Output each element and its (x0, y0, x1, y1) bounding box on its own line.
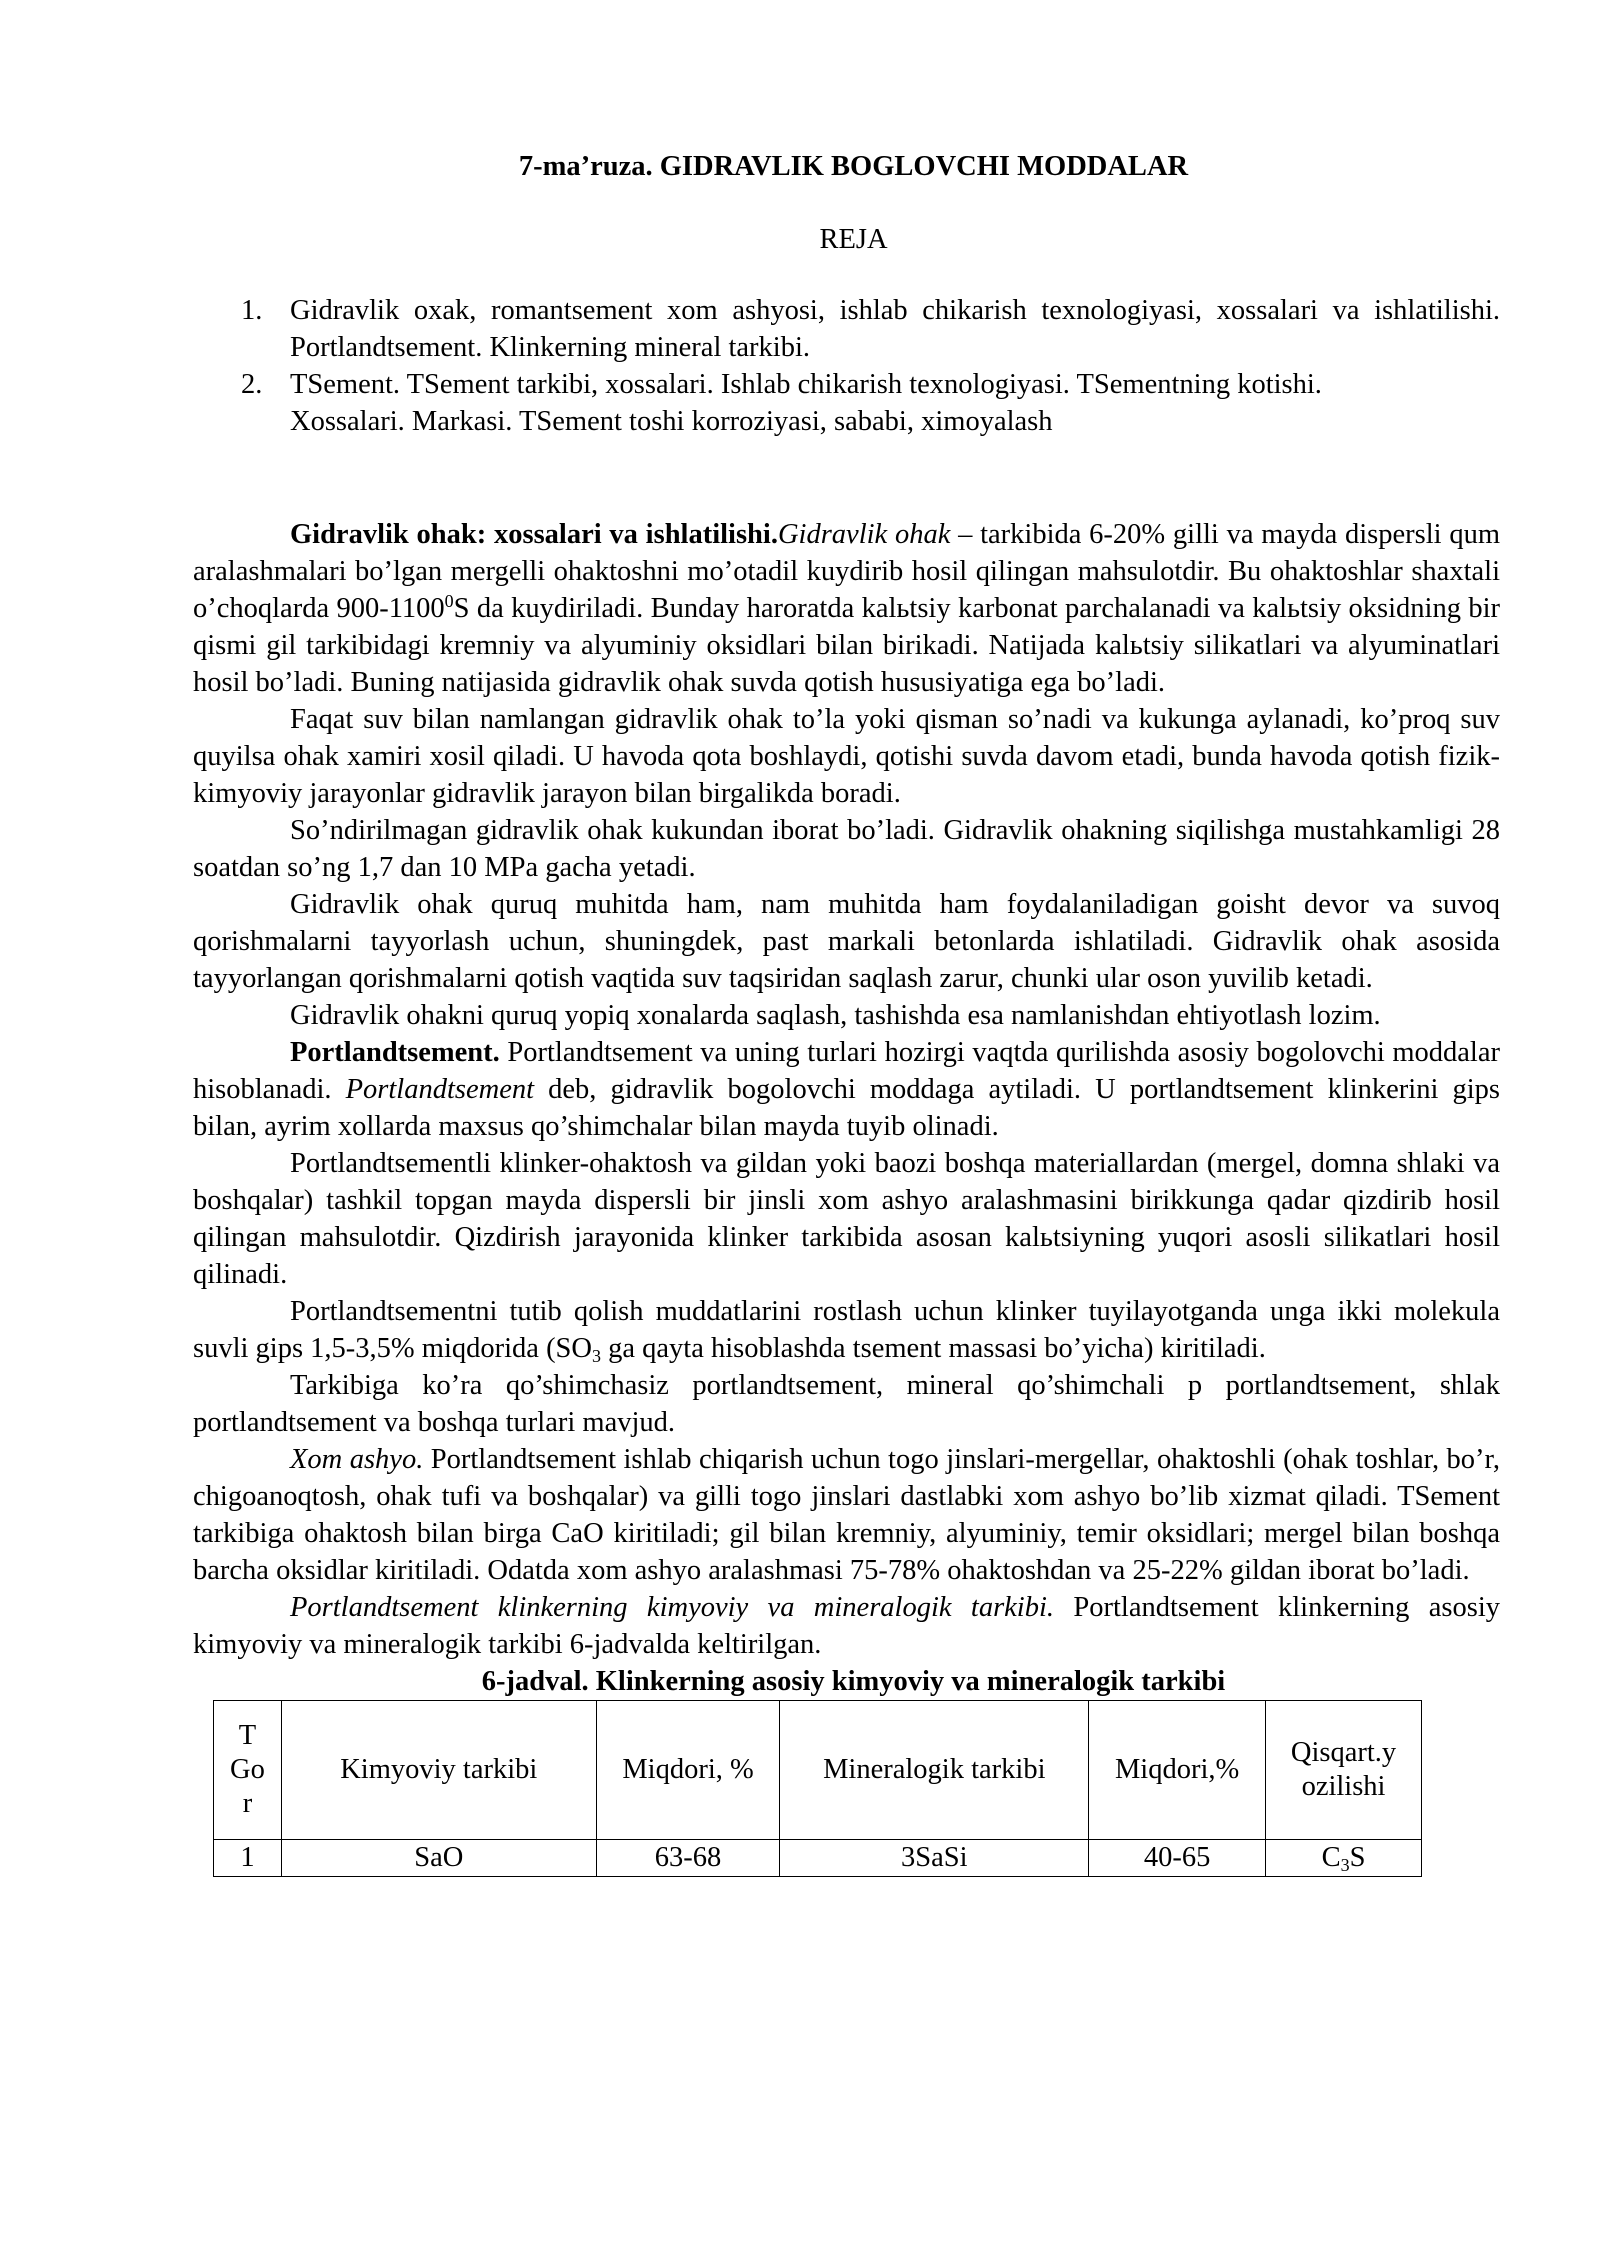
plan-list (193, 292, 1500, 440)
plan-item-text-line1: TSement. TSement tarkibi, xossalari. Ishlab chikarish texnologiyasi. TSementning kotishi. (290, 369, 1322, 400)
cell-amount: 63-68 (596, 1840, 780, 1877)
plan-item-text-line2: Xossalari. Markasi. TSement toshi korroziyasi, sababi, ximoyalash (290, 406, 1053, 437)
paragraph-text: deb, gidravlik bogolovchi moddaga aytiladi. U portlandtsement klinkerini gips bilan, ayrim xollarda maxsus qo’shimchalar bilan mayda tuyib olinadi. (193, 1074, 1500, 1142)
paragraph-types: Tarkibiga ko’ra qo’shimchasiz portlandtsement, mineral qo’shimchali p portlandtsement, shlak portlandtsement va boshqa turlari mavjud. (193, 1370, 1500, 1438)
header-cell-chemical: Kimyoviy tarkibi (281, 1701, 596, 1840)
term-hydraulic-lime: Gidravlik ohak (777, 519, 951, 550)
clinker-composition-table (213, 1700, 1422, 1877)
paragraph-text: Portlandtsement klinkerning asosiy kimyoviy va mineralogik tarkibi 6-jadvalda keltirilgan. (193, 1592, 1500, 1660)
header-cell-number: T Go r (214, 1701, 282, 1840)
paragraph-text: ga qayta hisoblashda tsement massasi bo’yicha) kiritiladi. (601, 1333, 1266, 1364)
subscript: 3 (592, 1346, 601, 1366)
paragraph-slaking: Faqat suv bilan namlangan gidravlik ohak to’la yoki qisman so’nadi va kukunga aylanadi, ko’proq suv quyilsa ohak xamiri xosil qiladi. U havoda qota boshlaydi, qotishi suvda davom etadi, bunda havoda qotish fizik-kimyoviy jarayonlar gidravlik jarayon bilan birgalikda boradi. (193, 704, 1500, 809)
cell-mineral: 3SaSi (780, 1840, 1089, 1877)
lecture-title: 7-ma’ruza. GIDRAVLIK BOGLOVCHI MODDALAR (518, 151, 1189, 182)
paragraph-hydraulic-lime (193, 516, 1500, 701)
plan-heading: REJA (819, 224, 888, 255)
table-header-row (214, 1701, 1422, 1840)
cell-number: 1 (214, 1840, 282, 1877)
term-composition: Portlandtsement klinkerning kimyoviy va mineralogik tarkibi. (290, 1592, 1055, 1623)
paragraph-portlandcement (193, 1034, 1500, 1145)
term-portlandcement: Portlandtsement (345, 1074, 535, 1105)
paragraph-usage: Gidravlik ohak quruq muhitda ham, nam muhitda ham foydalaniladigan goisht devor va suvoq qorishmalarni tayyorlash uchun, shuningdek, past markali betonlarda ishlatiladi. Gidravlik ohak asosida tayyorlangan qorishmalarni qotish vaqtida suv taqsiridan saqlash zarur, chunki ular oson yuvilib ketadi. (193, 889, 1500, 994)
paragraph-text: Portlandtsement va uning turlari hozirgi vaqtda qurilishda asosiy bogolovchi moddalar hisoblanadi. (193, 1037, 1500, 1105)
cell-abbreviation: $C_3S$ (1266, 1840, 1422, 1877)
section-heading-portlandcement: Portlandtsement. (290, 1037, 500, 1068)
plan-item-2 (193, 366, 1500, 440)
paragraph-text: – tarkibida 6-20% gilli va mayda dispersli qum aralashmalari bo’lgan mergelli ohaktoshni mo’otadil kuydirib hosil qilingan mahsulotdir. Bu ohaktoshlar shaxtali o’choqlarda 900-1100 (193, 519, 1501, 624)
paragraph-text: Portlandtsementni tutib qolish muddatlarini rostlash uchun klinker tuyilayotganda unga ikki molekula suvli gips 1,5-3,5% miqdorida (SO (193, 1296, 1500, 1364)
paragraph-gypsum (193, 1293, 1500, 1367)
header-cell-abbreviation: Qisqart.y ozilishi (1266, 1701, 1422, 1840)
table-row (214, 1840, 1422, 1877)
plan-item-number: 2. (241, 369, 263, 400)
term-raw-materials: Xom ashyo. (290, 1444, 424, 1475)
paragraph-storage: Gidravlik ohakni quruq yopiq xonalarda saqlash, tashishda esa namlanishdan ehtiyotlash lozim. (290, 1000, 1381, 1031)
plan-item-text: Gidravlik oxak, romantsement xom ashyosi, ishlab chikarish texnologiyasi, xossalari va ishlatilishi. Portlandtsement. Klinkerning mineral tarkibi. (290, 295, 1500, 363)
header-cell-amount: Miqdori,% (1089, 1701, 1266, 1840)
header-cell-mineral: Mineralogik tarkibi (780, 1701, 1089, 1840)
paragraph-text: Portlandtsement ishlab chiqarish uchun togo jinslari-mergellar, ohaktoshli (ohak toshlar, bo’r, chigoanoqtosh, ohak tufi va boshqalar) va gilli togo jinslari dastlabki xom ashyo bo’lib xizmat qiladi. TSement tarkibiga ohaktosh bilan birga CaO kiritiladi; gil bilan kremniy, alyuminiy, temir oksidlari; mergel bilan boshqa barcha oksidlar kiritiladi. Odatda xom ashyo aralashmasi 75-78% ohaktoshdan va 25-22% gildan iborat bo’ladi. (193, 1444, 1500, 1586)
cell-chemical: SaO (281, 1840, 596, 1877)
document-page (193, 148, 1500, 1877)
table-caption: 6-jadval. Klinkerning asosiy kimyoviy va mineralogik tarkibi (481, 1666, 1226, 1697)
header-cell-amount: Miqdori, % (596, 1701, 780, 1840)
paragraph-unslaked: So’ndirilmagan gidravlik ohak kukundan iborat bo’ladi. Gidravlik ohakning siqilishga mustahkamligi 28 soatdan so’ng 1,7 dan 10 MPa gacha yetadi. (193, 815, 1500, 883)
degree-superscript: 0 (444, 591, 454, 611)
paragraph-composition (193, 1589, 1500, 1663)
paragraph-text: S da kuydiriladi. Bunday haroratda kalьtsiy karbonat parchalanadi va kalьtsiy oksidning bir qismi gil tarkibidagi kremniy va alyuminiy oksidlari bilan birikadi. Natijada kalьtsiy silikatlari va alyuminatlari hosil bo’ladi. Buning natijasida gidravlik ohak suvda qotish hususiyatiga ega bo’ladi. (193, 593, 1500, 698)
section-heading-hydraulic-lime: Gidravlik ohak: xossalari va ishlatilishi. (290, 519, 778, 550)
paragraph-raw-materials (193, 1441, 1500, 1589)
paragraph-clinker: Portlandtsementli klinker-ohaktosh va gildan yoki baozi boshqa materiallardan (mergel, domna shlaki va boshqalar) tashkil topgan mayda dispersli bir jinsli xom ashyo aralashmasini birikkunga qadar qizdirib hosil qilingan mahsulotdir. Qizdirish jarayonida klinker tarkibida asosan kalьtsiyning yuqori asosli silikatlari hosil qilinadi. (193, 1148, 1500, 1290)
plan-item-number: 1. (241, 295, 263, 326)
cell-amount: 40-65 (1089, 1840, 1266, 1877)
section-spacer (193, 440, 1500, 516)
plan-item-1 (193, 292, 1500, 366)
